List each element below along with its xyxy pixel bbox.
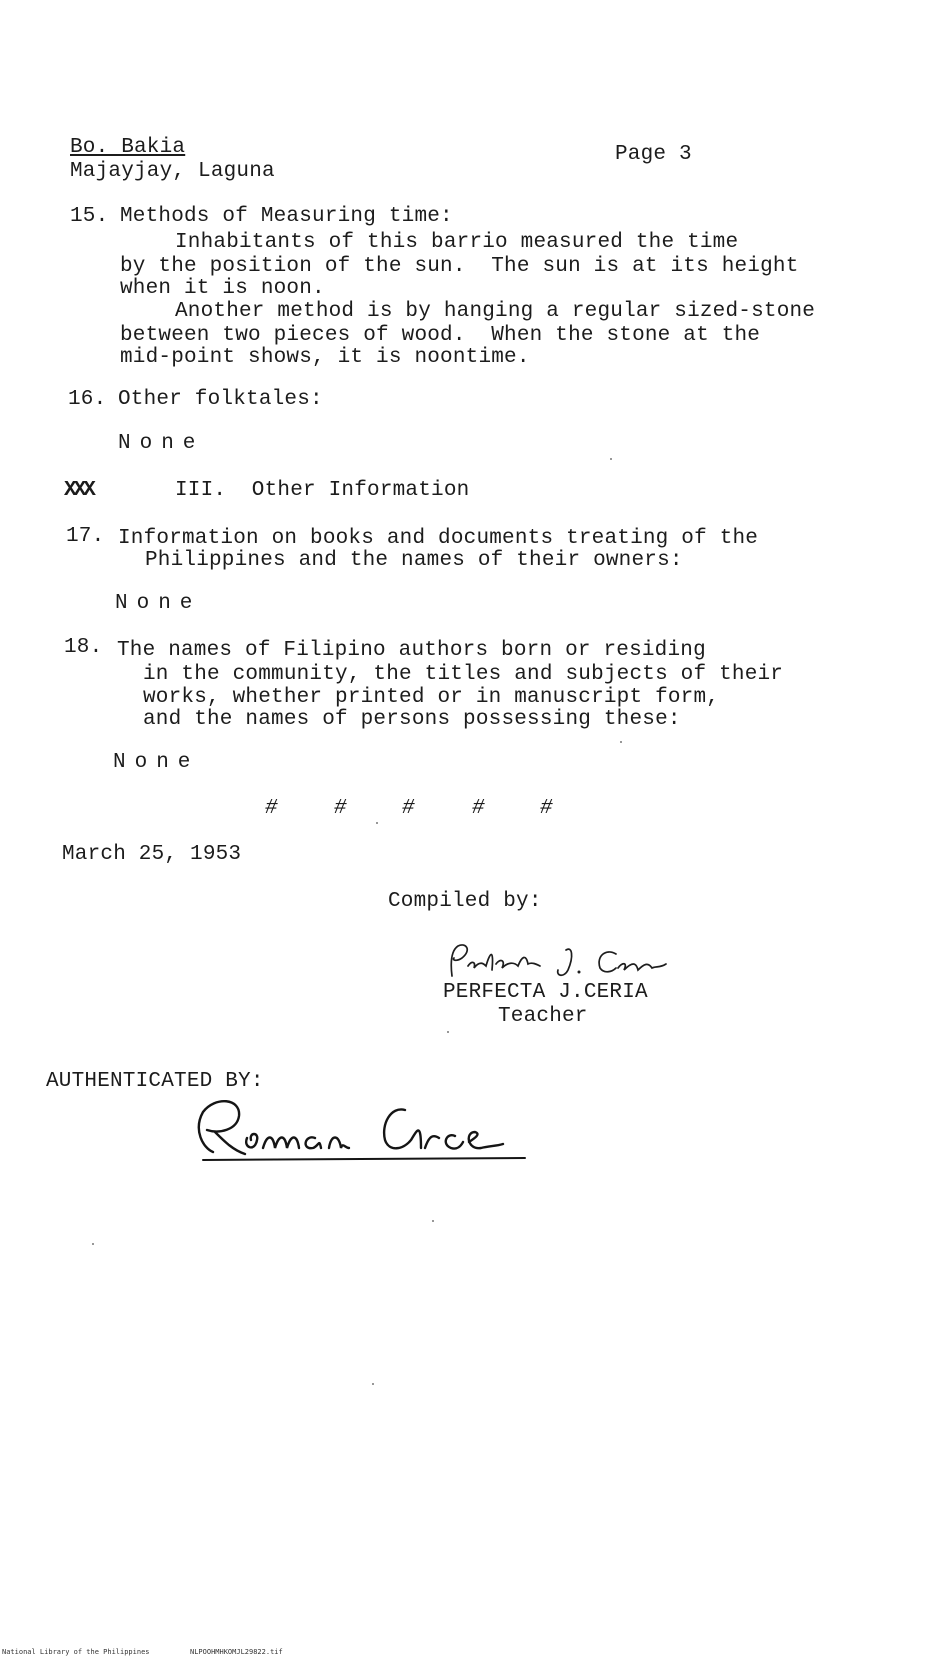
date: March 25, 1953 <box>62 843 242 866</box>
scan-speck <box>372 1383 374 1385</box>
teacher-name: PERFECTA J.CERIA <box>443 981 648 1004</box>
scan-speck <box>432 1220 434 1222</box>
teacher-signature <box>440 940 670 984</box>
town-name: Majayjay, Laguna <box>70 160 275 183</box>
item-16-answer: None <box>118 432 205 455</box>
item-15-number: 15. <box>70 205 109 228</box>
item-18-line: and the names of persons possessing these: <box>143 708 681 731</box>
separator-mark: # <box>265 797 278 820</box>
item-18-line: works, whether printed or in manuscript form, <box>143 686 720 709</box>
item-15-line: by the position of the sun. The sun is at its height <box>120 255 799 278</box>
separator-mark: # <box>540 797 553 820</box>
item-17-number: 17. <box>66 525 105 548</box>
section-title: III. Other Information <box>175 479 470 502</box>
item-15-line: when it is noon. <box>120 277 325 300</box>
footer-file: NLPOOHMHKOMJL29822.tif <box>190 1648 283 1656</box>
item-18-answer: None <box>113 751 200 774</box>
scan-speck <box>447 1031 449 1033</box>
item-15-heading: Methods of Measuring time: <box>120 205 453 228</box>
struck-marker: XXX <box>64 479 93 502</box>
item-17-line: Information on books and documents treating of the <box>118 527 759 550</box>
item-16-heading: Other folktales: <box>118 388 323 411</box>
item-16-number: 16. <box>68 388 107 411</box>
compiled-by-label: Compiled by: <box>388 890 542 913</box>
separator-mark: # <box>472 797 485 820</box>
barrio-name: Bo. Bakia <box>70 136 186 159</box>
separator-mark: # <box>334 797 347 820</box>
authenticating-signature <box>185 1090 535 1168</box>
page-number: Page 3 <box>615 143 692 166</box>
item-18-line: in the community, the titles and subjects of their <box>143 663 784 686</box>
item-15-line: mid-point shows, it is noontime. <box>120 346 530 369</box>
scan-speck <box>92 1243 94 1245</box>
item-15-line: between two pieces of wood. When the stone at the <box>120 324 761 347</box>
footer-library: National Library of the Philippines <box>2 1648 150 1656</box>
item-17-line: Philippines and the names of their owners: <box>145 549 683 572</box>
item-18-line: The names of Filipino authors born or residing <box>117 639 706 662</box>
item-17-answer: None <box>115 592 202 615</box>
scan-speck <box>620 741 622 743</box>
separator-mark: # <box>402 797 415 820</box>
scan-speck <box>376 822 378 824</box>
teacher-role: Teacher <box>498 1005 588 1028</box>
item-15-line: Another method is by hanging a regular sized-stone <box>175 300 816 323</box>
scan-speck <box>610 458 612 460</box>
item-18-number: 18. <box>64 636 103 659</box>
item-15-line: Inhabitants of this barrio measured the time <box>175 231 739 254</box>
authenticated-label: AUTHENTICATED BY: <box>46 1070 264 1093</box>
